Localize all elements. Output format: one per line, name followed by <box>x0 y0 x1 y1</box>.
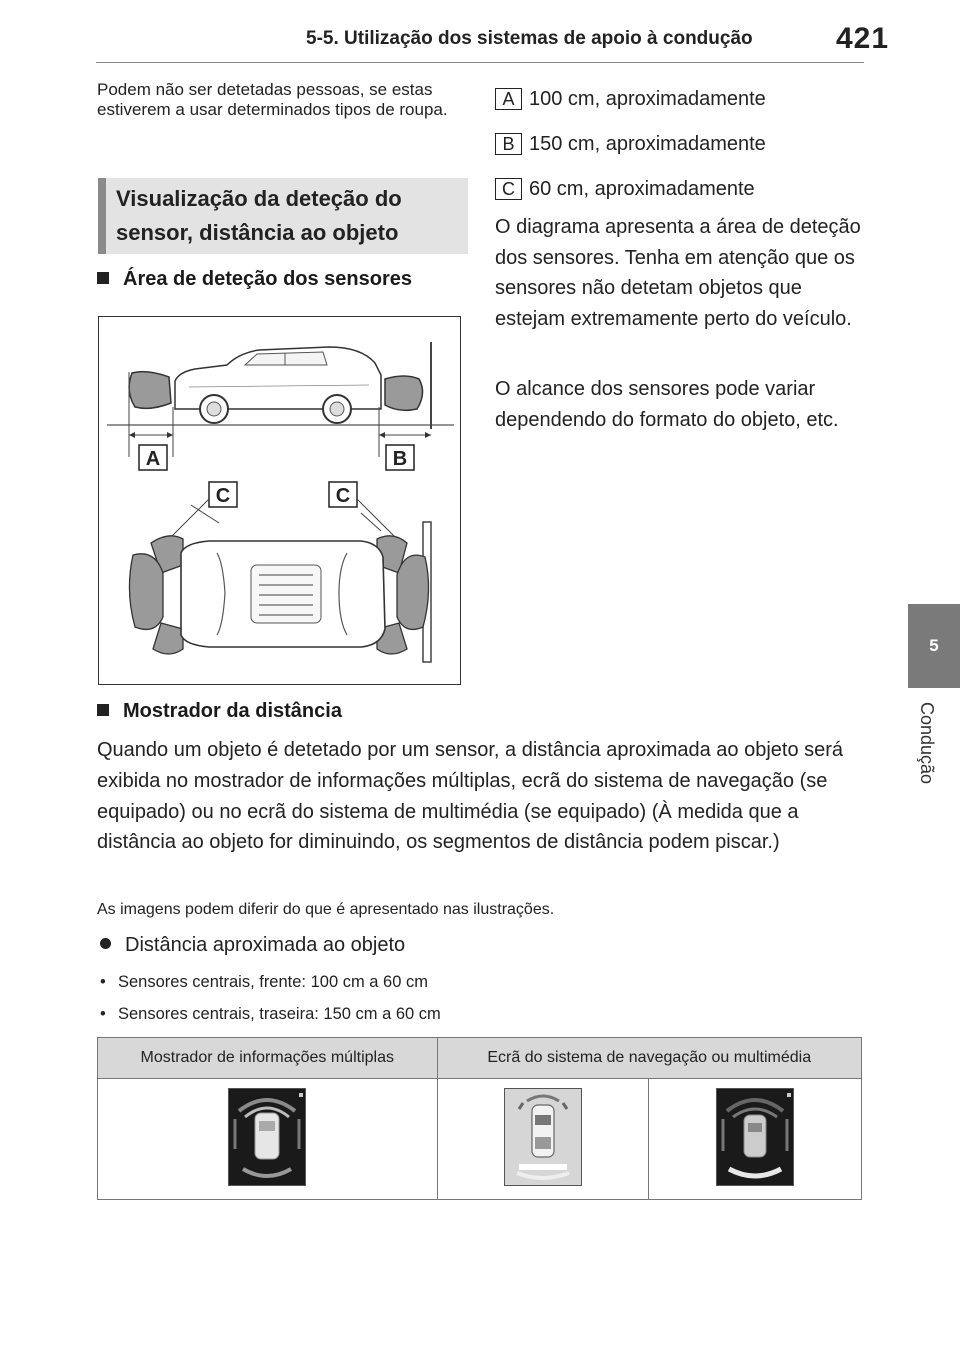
chapter-label: Condução <box>917 702 937 785</box>
list-item <box>100 1005 441 1024</box>
diagram-description: O diagrama apresenta a área de deteção dos sensores. Tenha em atenção que os sensores não detetam objetos que estejam extremamente perto do veículo. <box>495 216 861 330</box>
legend-text-b: 150 cm, aproximadamente <box>529 133 766 155</box>
section-heading-text: Visualização da deteção do sensor, distância ao objeto <box>116 186 402 245</box>
car-top-view <box>181 541 385 647</box>
intro-text: Podem não ser detetadas pessoas, se estas estiverem a usar determinados tipos de roupa. <box>97 80 448 119</box>
list-item <box>100 973 428 992</box>
table-cell-multimedia-screen <box>649 1079 862 1200</box>
multi-info-display-svg <box>229 1089 305 1185</box>
navigation-display-svg <box>505 1089 581 1185</box>
round-bullet-icon <box>100 938 111 949</box>
header-divider <box>96 62 864 63</box>
subheading-detection-area <box>97 268 412 291</box>
multimedia-display-image <box>716 1088 794 1186</box>
label-c-left: C <box>215 485 231 507</box>
chapter-tab[interactable] <box>908 604 960 688</box>
list-item-text: Sensores centrais, traseira: 150 cm a 60 cm <box>118 1005 441 1023</box>
bullet-heading-text: Distância aproximada ao objeto <box>125 934 406 956</box>
section-title: 5-5. Utilização dos sistemas de apoio à condução <box>306 28 753 49</box>
table-cell-navigation-screen <box>437 1079 649 1200</box>
list-bullet-icon: • <box>100 1005 106 1023</box>
list-bullet-icon: • <box>100 973 106 991</box>
legend-text-c: 60 cm, aproximadamente <box>529 178 755 200</box>
multimedia-display-svg <box>717 1089 793 1185</box>
front-sensor-zone <box>129 372 171 409</box>
legend-text-a: 100 cm, aproximadamente <box>529 88 766 110</box>
chapter-number: 5 <box>929 636 939 655</box>
label-b: B <box>392 448 408 470</box>
subheading-distance-display <box>97 700 342 723</box>
legend-box-c: C <box>495 178 522 200</box>
section-heading <box>98 178 468 254</box>
table-header-navigation: Ecrã do sistema de navegação ou multimédia <box>437 1038 862 1079</box>
table-header-multi-info: Mostrador de informações múltiplas <box>98 1038 438 1079</box>
sensor-diagram <box>98 316 461 685</box>
legend-box-b: B <box>495 133 522 155</box>
table-cell-multi-info-screen <box>98 1079 438 1200</box>
car-side-view <box>175 347 381 423</box>
sensor-diagram-svg <box>99 317 462 686</box>
table-row <box>98 1079 862 1200</box>
rear-sensor-zone <box>385 376 423 410</box>
dim-c-right <box>361 513 381 531</box>
label-a: A <box>145 448 161 470</box>
table-header-row <box>98 1038 862 1079</box>
subheading-detection-area-text: Área de deteção dos sensores <box>123 268 413 290</box>
label-c-right: C <box>335 485 351 507</box>
illustration-note: As imagens podem diferir do que é apresentado nas ilustrações. <box>97 901 555 918</box>
distance-display-paragraph: Quando um objeto é detetado por um sensor, a distância aproximada ao objeto será exibida no mostrador de informações múltiplas, ecrã do sistema de navegação (se equipado) ou no ecrã do sistema de multimédia (se equipado) (À medida que a distância ao objeto for diminuindo, os segmentos de distância podem piscar.) <box>97 739 844 854</box>
square-bullet-icon <box>97 272 109 284</box>
list-item-text: Sensores centrais, frente: 100 cm a 60 cm <box>118 973 428 991</box>
legend-box-a: A <box>495 88 522 110</box>
display-table <box>97 1037 862 1200</box>
bullet-heading <box>100 934 405 957</box>
navigation-display-image <box>504 1088 582 1186</box>
page-number: 421 <box>836 22 890 55</box>
range-note: O alcance dos sensores pode variar dependendo do formato do objeto, etc. <box>495 378 839 431</box>
square-bullet-icon <box>97 704 109 716</box>
subheading-distance-display-text: Mostrador da distância <box>123 700 342 722</box>
multi-info-display-image <box>228 1088 306 1186</box>
